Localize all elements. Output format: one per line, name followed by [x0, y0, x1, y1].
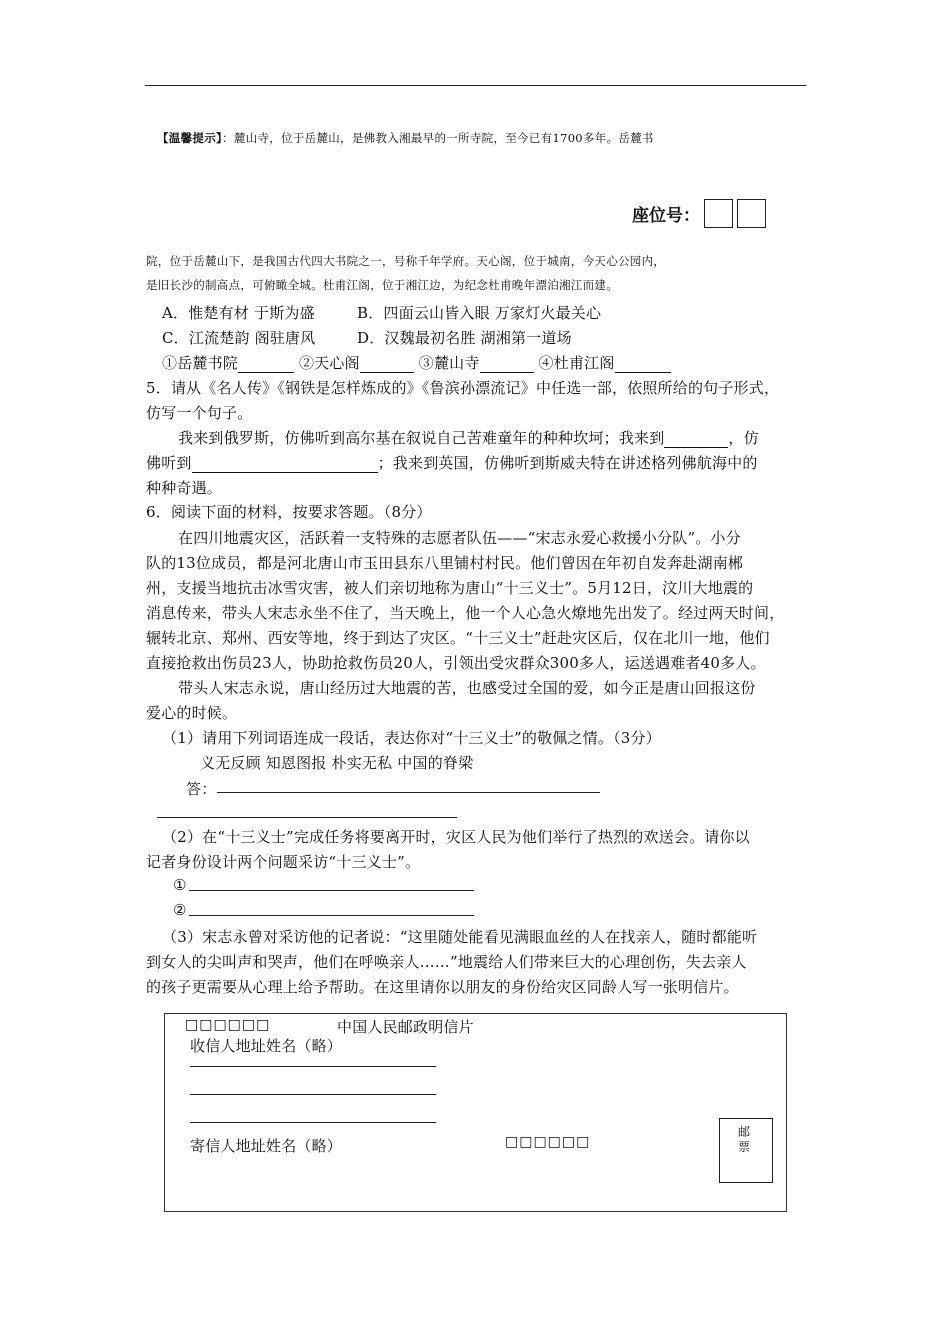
q6-passage-5: 辗转北京、郑州、西安等地，终于到达了灾区。“十三义士”赶赴灾区后，仅在北川一地，他们	[146, 629, 770, 647]
postcard-recipient-label: 收信人地址姓名（略）	[190, 1037, 343, 1055]
seat-box-1[interactable]	[704, 199, 733, 228]
q6-circle-1: ①	[173, 876, 187, 894]
q5-example-1: 我来到俄罗斯，仿佛听到高尔基在叙说自己苦难童年的种种坎坷；我来到 ，仿	[178, 429, 759, 447]
recipient-line-2[interactable]	[190, 1094, 436, 1095]
option-d: D．汉魏最初名胜 湖湘第一道场	[357, 329, 572, 347]
q6-passage-3: 州，支援当地抗击冰雪灾害，被人们亲切地称为唐山“十三义士”。5月12日，汶川大地震的	[146, 579, 754, 597]
q6-sub-1: （1）请用下列词语连成一段话，表达你对“十三义士”的敬佩之情。（3分）	[162, 729, 661, 747]
match-item-1: ①岳麓书院	[162, 354, 239, 372]
q6-answer-label: 答：	[186, 780, 217, 798]
match-blank-2[interactable]	[360, 358, 414, 373]
tip-line-2: 院，位于岳麓山下，是我国古代四大书院之一，号称千年学府。天心阁，位于城南，今天心公园内，	[146, 254, 666, 268]
match-item-2: ②天心阁	[298, 354, 360, 372]
q6-passage-8: 爱心的时候。	[146, 704, 238, 722]
answer-line-2[interactable]	[157, 817, 457, 818]
q6-passage-4: 消息传来，带头人宋志永坐不住了，当天晚上，他一个人心急火燎地先出发了。经过两天时间，	[146, 604, 785, 622]
recipient-line-1[interactable]	[190, 1066, 436, 1067]
match-blank-1[interactable]	[238, 358, 294, 373]
q5-line-1: 5．请从《名人传》《钢铁是怎样炼成的》《鲁滨孙漂流记》中任选一部，依照所给的句子形式，	[146, 379, 780, 397]
recipient-line-3[interactable]	[190, 1122, 436, 1123]
match-blank-3[interactable]	[480, 358, 534, 373]
seat-box-2[interactable]	[737, 199, 766, 228]
answer-line-1[interactable]	[217, 792, 600, 793]
question-line-2[interactable]	[189, 915, 474, 916]
q6-title: 6．阅读下面的材料，按要求答题。（8分）	[146, 503, 432, 521]
stamp-label: 邮票	[738, 1125, 751, 1154]
q5-blank-2[interactable]	[192, 458, 378, 473]
q5-line-2: 仿写一个句子。	[146, 404, 253, 422]
q6-sub-2-line-1: （2）在“十三义士”完成任务将要离开时，灾区人民为他们举行了热烈的欢送会。请你以	[162, 828, 750, 846]
match-item-3: ③麓山寺	[418, 354, 480, 372]
q6-passage-1: 在四川地震灾区，活跃着一支特殊的志愿者队伍——“宋志永爱心救援小分队”。小分	[178, 529, 741, 547]
q6-sub-3-line-3: 的孩子更需要从心理上给予帮助。在这里请你以朋友的身份给灾区同龄人写一张明信片。	[146, 978, 739, 996]
tip-line-3: 是旧长沙的制高点，可俯瞰全城。杜甫江阁，位于湘江边，为纪念杜甫晚年漂泊湘江而建。	[146, 278, 618, 292]
tip-label: 【温馨提示】	[157, 131, 223, 145]
option-b: B．四面云山皆入眼 万家灯火最关心	[357, 304, 602, 322]
option-c: C．江流楚韵 阁驻唐风	[162, 329, 316, 347]
matching-line	[162, 352, 671, 373]
q6-word-list: 义无反顾 知恩图报 朴实无私 中国的脊梁	[200, 754, 474, 772]
q6-passage-7: 带头人宋志永说，唐山经历过大地震的苦，也感受过全国的爱，如今正是唐山回报这份	[178, 679, 756, 697]
question-line-1[interactable]	[189, 890, 474, 891]
postcard-sender-label: 寄信人地址姓名（略）	[190, 1137, 343, 1155]
q6-passage-2: 队的13位成员，都是河北唐山市玉田县东八里铺村村民。他们曾因在年初自发奔赴湖南郴	[146, 554, 744, 572]
match-item-4: ④杜甫江阁	[538, 354, 615, 372]
q5-example-2: 佛听到 ；我来到英国，仿佛听到斯威夫特在讲述格列佛航海中的	[146, 454, 758, 472]
option-a: A．惟楚有材 于斯为盛	[162, 304, 315, 322]
postcard-zip-bottom: □□□□□□	[505, 1134, 591, 1150]
q6-passage-6: 直接抢救出伤员23人，协助抢救伤员20人，引领出受灾群众300多人，运送遇难者40多人。	[146, 654, 766, 672]
q6-circle-2: ②	[173, 901, 187, 919]
postcard-title: 中国人民邮政明信片	[337, 1018, 474, 1036]
tip-line-1: 【温馨提示】：麓山寺，位于岳麓山，是佛教入湘最早的一所寺院，至今已有1700多年。岳麓书	[157, 131, 654, 145]
q6-sub-3-line-1: （3）宋志永曾对采访他的记者说：“这里随处能看见满眼血丝的人在找亲人，随时都能听	[162, 928, 758, 946]
postcard-zip-top: □□□□□□	[185, 1017, 271, 1033]
stamp-box	[719, 1118, 773, 1183]
q5-line-3: 种种奇遇。	[146, 479, 223, 497]
header-rule	[145, 85, 806, 86]
seat-label: 座位号：	[632, 206, 700, 226]
q5-blank-1[interactable]	[664, 433, 728, 448]
q6-sub-2-line-2: 记者身份设计两个问题采访“十三义士”。	[146, 853, 421, 871]
q6-sub-3-line-2: 到女人的尖叫声和哭声，他们在呼唤亲人……”地震给人们带来巨大的心理创伤，失去亲人	[146, 953, 747, 971]
match-blank-4[interactable]	[615, 358, 671, 373]
